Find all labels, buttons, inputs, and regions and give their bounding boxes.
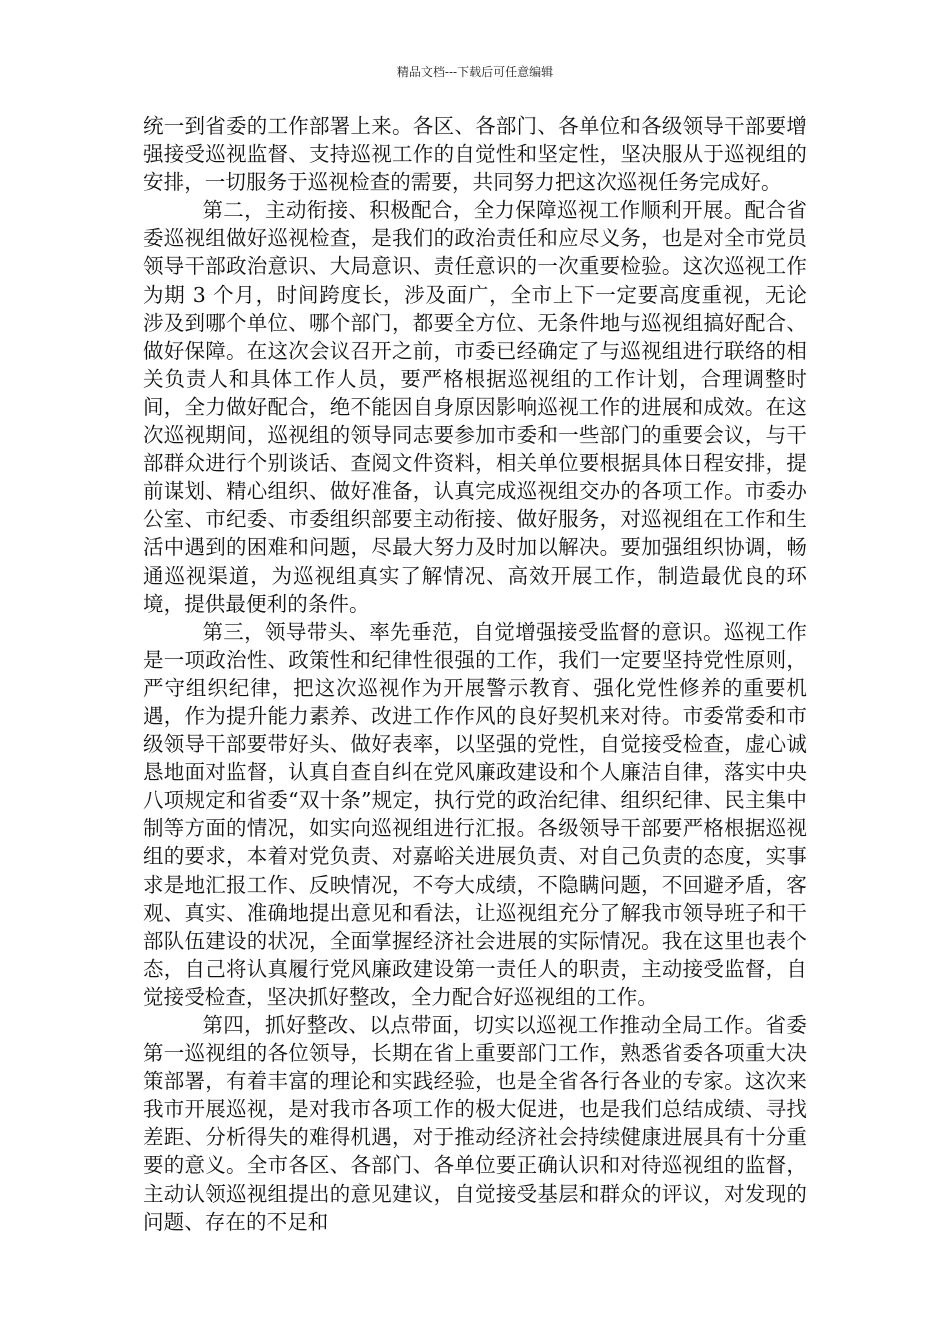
paragraph: 第四，抓好整改、以点带面，切实以巡视工作推动全局工作。省委第一巡视组的各位领导，长期在省上重要部门工作，熟悉省委各项重大决策部署，有着丰富的理论和实践经验，也是全省各行各业的专家。这次来我市开展巡视，是对我市各项工作的极大促进，也是我们总结成绩、寻找差距、分析得失的难得机遇，对于推动经济社会持续健康进展具有十分重要的意义。全市各区、各部门、各单位要正确认识和对待巡视组的监督，主动认领巡视组提出的意见建议，自觉接受基层和群众的评议，对发现的问题、存在的不足和 xyxy=(143,1013,807,1234)
paragraph: 第三，领导带头、率先垂范，自觉增强接受监督的意识。巡视工作是一项政治性、政策性和纪律性很强的工作，我们一定要坚持党性原则，严守组织纪律，把这次巡视作为开展警示教育、强化党性修养的重要机遇，作为提升能力素养、改进工作作风的良好契机来对待。市委常委和市级领导干部要带好头、做好表率，以坚强的党性，自觉接受检查，虚心诚恳地面对监督，认真自查自纠在党风廉政建设和个人廉洁自律，落实中央八项规定和省委“双十条”规定，执行党的政治纪律、组织纪律、民主集中制等方面的情况，如实向巡视组进行汇报。各级领导干部要严格根据巡视组的要求，本着对党负责、对嘉峪关进展负责、对自己负责的态度，实事求是地汇报工作、反映情况，不夸大成绩，不隐瞒问题，不回避矛盾，客观、真实、准确地提出意见和看法，让巡视组充分了解我市领导班子和干部队伍建设的状况，全面掌握经济社会进展的实际情况。我在这里也表个态，自己将认真履行党风廉政建设第一责任人的职责，主动接受监督，自觉接受检查，坚决抓好整改，全力配合好巡视组的工作。 xyxy=(143,619,807,1009)
document-body xyxy=(143,112,807,1236)
paragraph: 第二，主动衔接、积极配合，全力保障巡视工作顺利开展。配合省委巡视组做好巡视检查，是我们的政治责任和应尽义务，也是对全市党员领导干部政治意识、大局意识、责任意识的一次重要检验。这次巡视工作为期 3 个月，时间跨度长，涉及面广，全市上下一定要高度重视，无论涉及到哪个单位、哪个部门，都要全方位、无条件地与巡视组搞好配合、做好保障。在这次会议召开之前，市委已经确定了与巡视组进行联络的相关负责人和具体工作人员，要严格根据巡视组的工作计划，合理调整时间，全力做好配合，绝不能因自身原因影响巡视工作的进展和成效。在这次巡视期间，巡视组的领导同志要参加市委和一些部门的重要会议，与干部群众进行个别谈话、查阅文件资料，相关单位要根据具体日程安排，提前谋划、精心组织、做好准备，认真完成巡视组交办的各项工作。市委办公室、市纪委、市委组织部要主动衔接、做好服务，对巡视组在工作和生活中遇到的困难和问题，尽最大努力及时加以解决。要加强组织协调，畅通巡视渠道，为巡视组真实了解情况、高效开展工作，制造最优良的环境，提供最便利的条件。 xyxy=(143,198,807,616)
page-header: 精品文档---下载后可任意编辑 xyxy=(396,65,554,79)
paragraph: 统一到省委的工作部署上来。各区、各部门、各单位和各级领导干部要增强接受巡视监督、支持巡视工作的自觉性和坚定性，坚决服从于巡视组的安排，一切服务于巡视检查的需要，共同努力把这次巡视任务完成好。 xyxy=(143,114,807,195)
